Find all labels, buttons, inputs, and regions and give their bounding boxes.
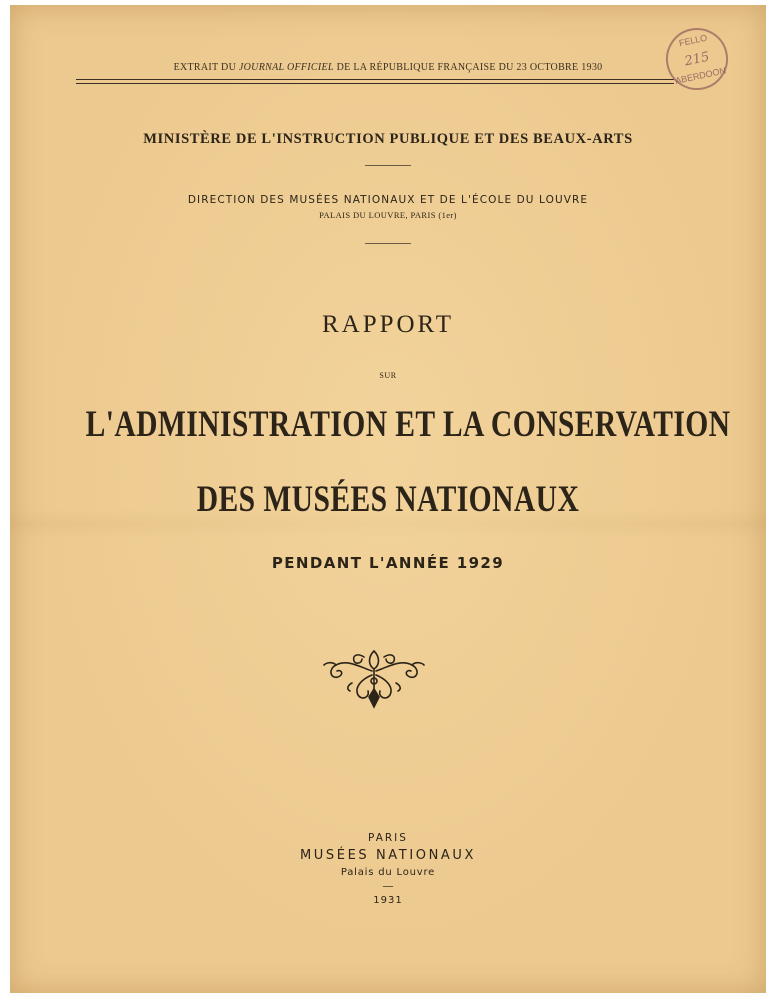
imprint-address: Palais du Louvre bbox=[340, 867, 436, 878]
palais-address: PALAIS DU LOUVRE, PARIS (1er) bbox=[319, 210, 457, 220]
header-journal-name: JOURNAL OFFICIEL bbox=[238, 62, 334, 73]
header-rule-thick bbox=[76, 79, 674, 80]
imprint-city: PARIS bbox=[368, 832, 408, 844]
sur-connector: SUR bbox=[379, 371, 397, 380]
divider-rule bbox=[365, 165, 411, 166]
year-subtitle: PENDANT L'ANNÉE 1929 bbox=[271, 554, 505, 572]
main-title-line-1: L'ADMINISTRATION ET LA CONSERVATION bbox=[85, 404, 731, 445]
journal-extract-header bbox=[10, 62, 766, 73]
stamp-line-2: 215 bbox=[683, 49, 711, 70]
main-title-line-2: DES MUSÉES NATIONAUX bbox=[196, 479, 580, 520]
header-suffix: DE LA RÉPUBLIQUE FRANÇAISE DU 23 OCTOBRE 1930 bbox=[333, 62, 603, 73]
imprint-divider bbox=[383, 886, 393, 887]
ministry-heading: MINISTÈRE DE L'INSTRUCTION PUBLIQUE ET DES BEAUX-ARTS bbox=[143, 131, 633, 147]
divider-rule bbox=[365, 243, 411, 244]
imprint-year: 1931 bbox=[373, 895, 403, 906]
stamp-line-1: FELLO bbox=[678, 32, 709, 49]
rapport-title: RAPPORT bbox=[321, 311, 455, 338]
imprint-publisher: MUSÉES NATIONAUX bbox=[299, 848, 477, 863]
header-prefix: EXTRAIT DU bbox=[173, 62, 239, 73]
header-rule-thin bbox=[76, 83, 674, 84]
fleuron-ornament-icon bbox=[322, 645, 426, 711]
library-stamp bbox=[660, 22, 734, 96]
document-page bbox=[10, 5, 766, 993]
direction-heading: DIRECTION DES MUSÉES NATIONAUX ET DE L'ÉCOLE DU LOUVRE bbox=[187, 194, 589, 206]
stamp-line-3: ABERDOON bbox=[674, 65, 727, 86]
